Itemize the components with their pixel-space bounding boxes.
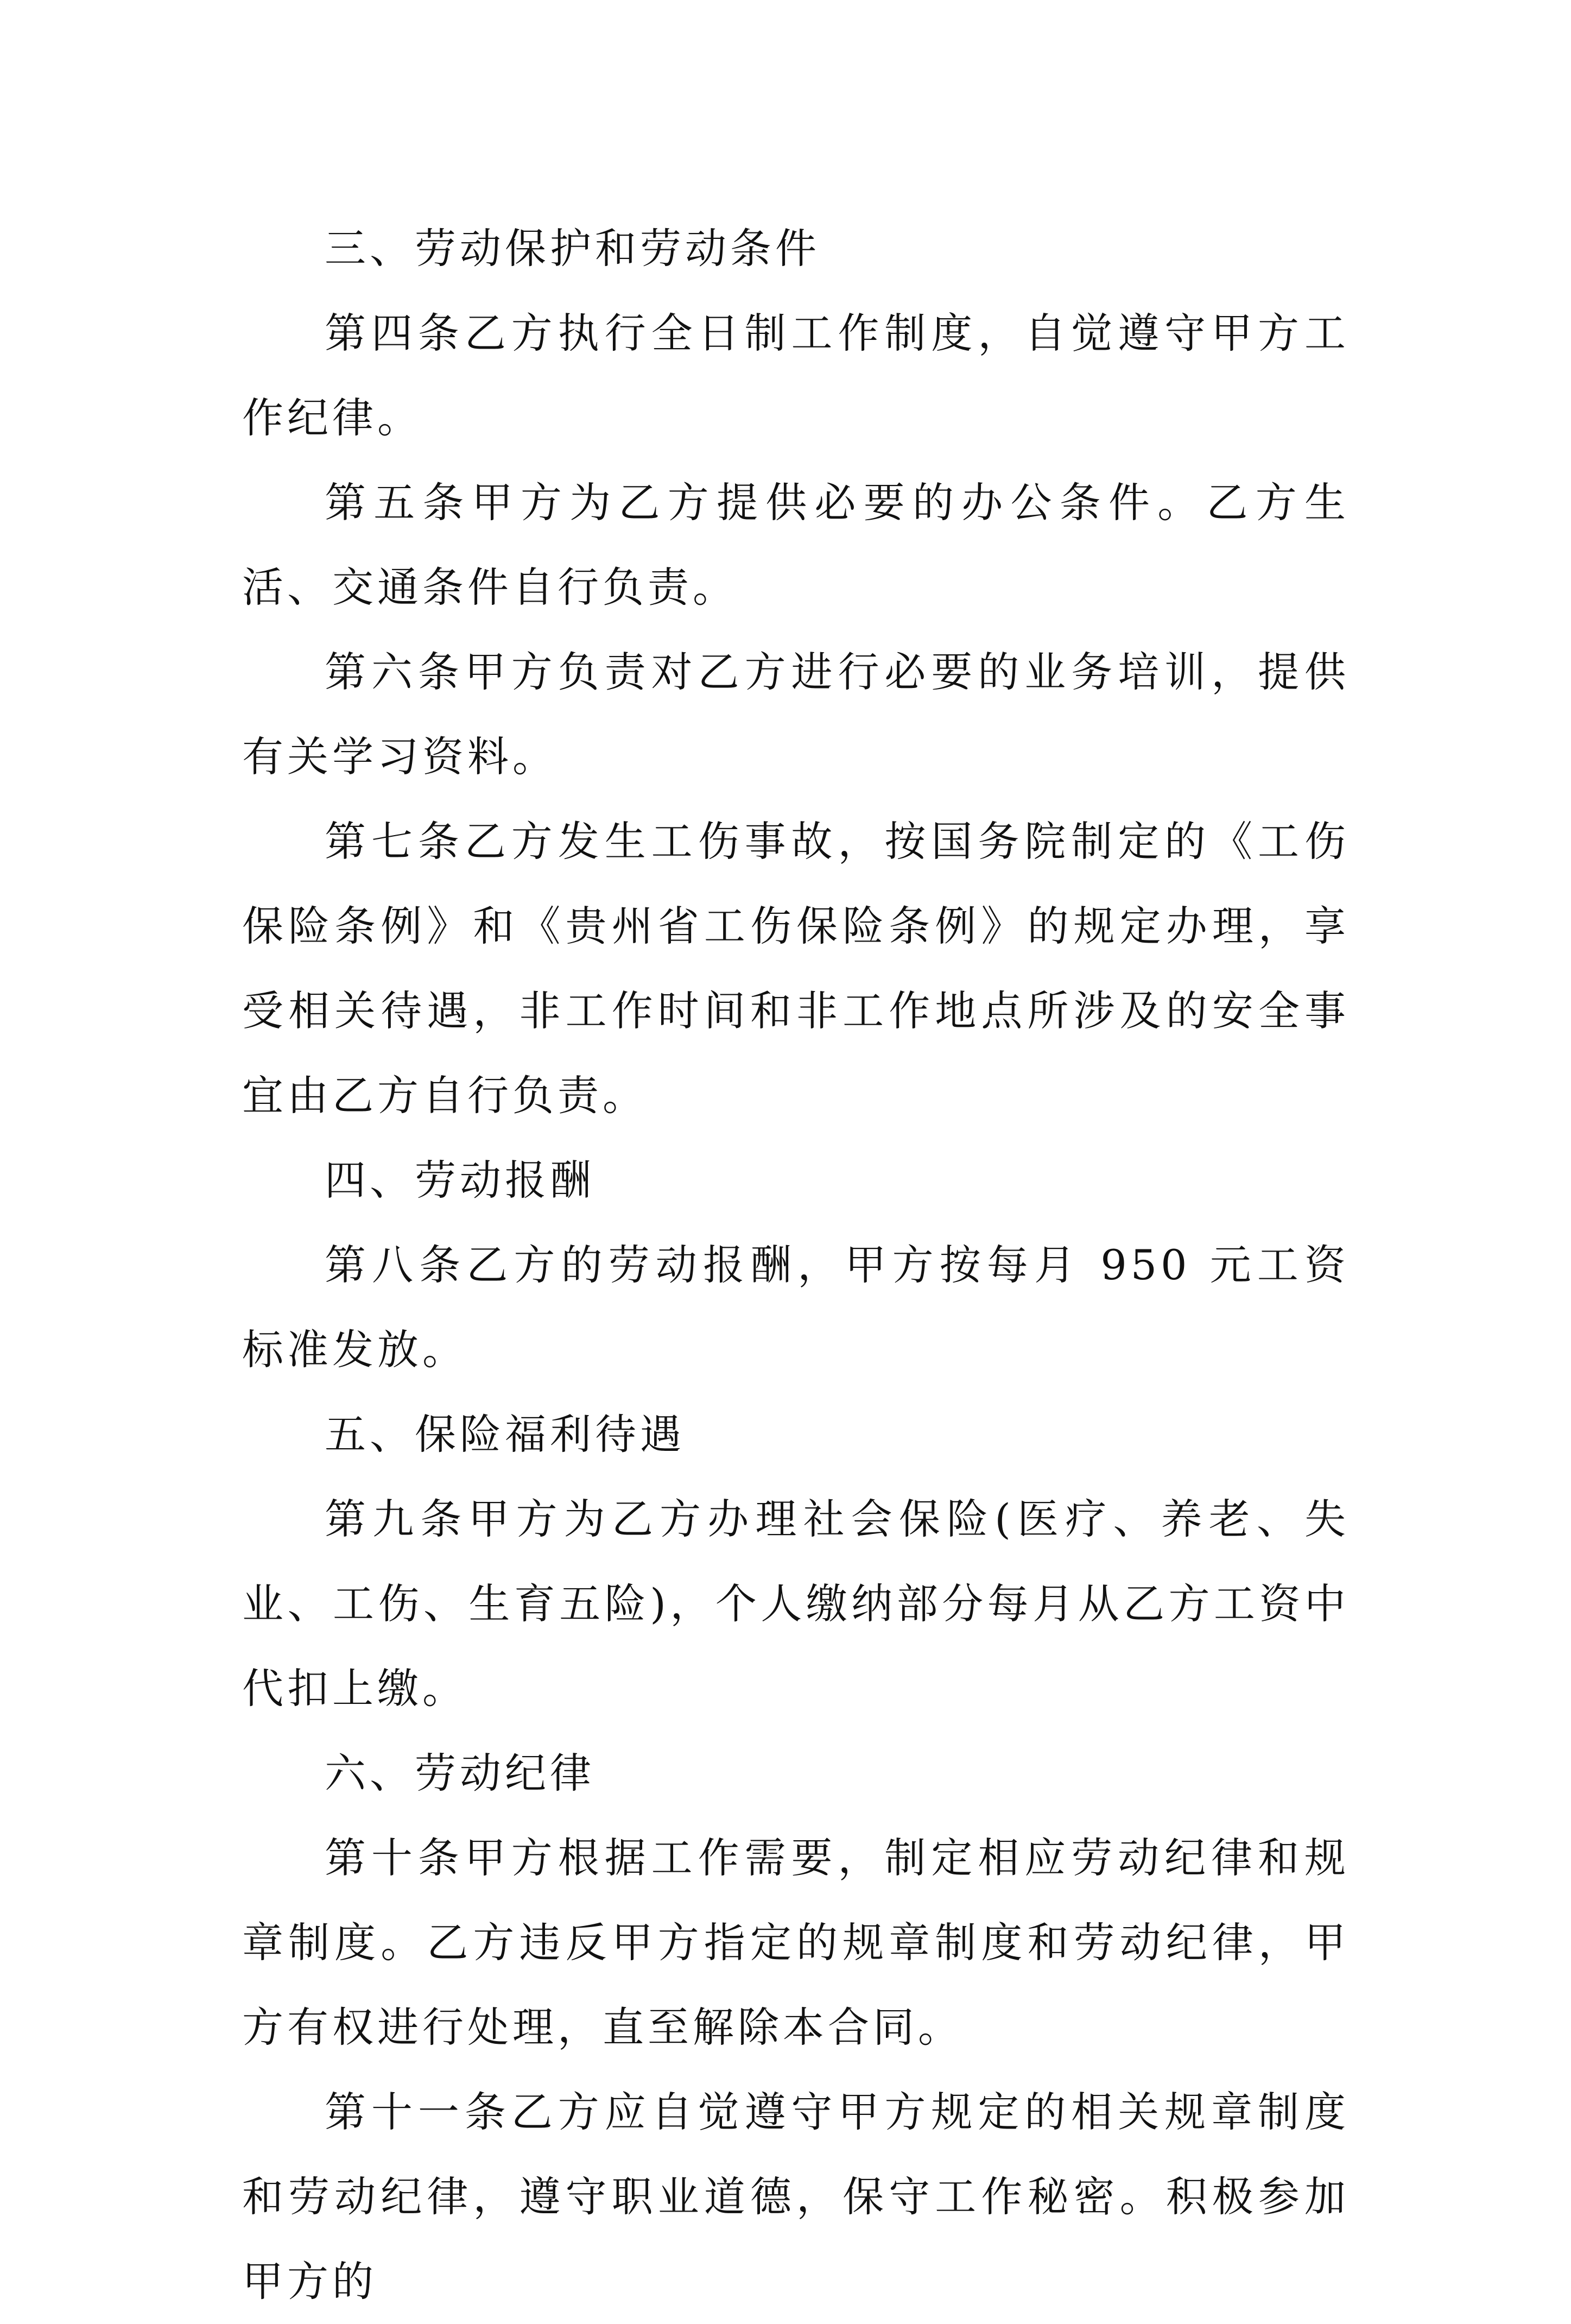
- section-heading-insurance-benefits: 五、保险福利待遇: [325, 1410, 685, 1458]
- article-6: 第六条甲方负责对乙方进行必要的业务培训，提供有关学习资料。: [242, 648, 1350, 781]
- article-5: 第五条甲方为乙方提供必要的办公条件。乙方生活、交通条件自行负责。: [242, 478, 1350, 611]
- section-heading-labor-discipline: 六、劳动纪律: [325, 1749, 595, 1797]
- article-4: 第四条乙方执行全日制工作制度，自觉遵守甲方工作纪律。: [242, 309, 1350, 442]
- article-9: 第九条甲方为乙方办理社会保险(医疗、养老、失业、工伤、生育五险)，个人缴纳部分每月从乙方工资中代扣上缴。: [242, 1495, 1350, 1713]
- article-7: 第七条乙方发生工伤事故，按国务院制定的《工伤保险条例》和《贵州省工伤保险条例》的规定办理，享受相关待遇，非工作时间和非工作地点所涉及的安全事宜由乙方自行负责。: [242, 817, 1350, 1120]
- article-11: 第十一条乙方应自觉遵守甲方规定的相关规章制度和劳动纪律，遵守职业道德，保守工作秘密。积极参加甲方的: [242, 2088, 1350, 2306]
- section-heading-labor-remuneration: 四、劳动报酬: [325, 1156, 595, 1204]
- document-body: [242, 206, 1350, 2324]
- article-10: 第十条甲方根据工作需要，制定相应劳动纪律和规章制度。乙方违反甲方指定的规章制度和劳动纪律，甲方有权进行处理，直至解除本合同。: [242, 1834, 1350, 2051]
- section-heading-labor-protection: 三、劳动保护和劳动条件: [325, 224, 820, 273]
- article-8: 第八条乙方的劳动报酬，甲方按每月 950 元工资标准发放。: [242, 1241, 1350, 1374]
